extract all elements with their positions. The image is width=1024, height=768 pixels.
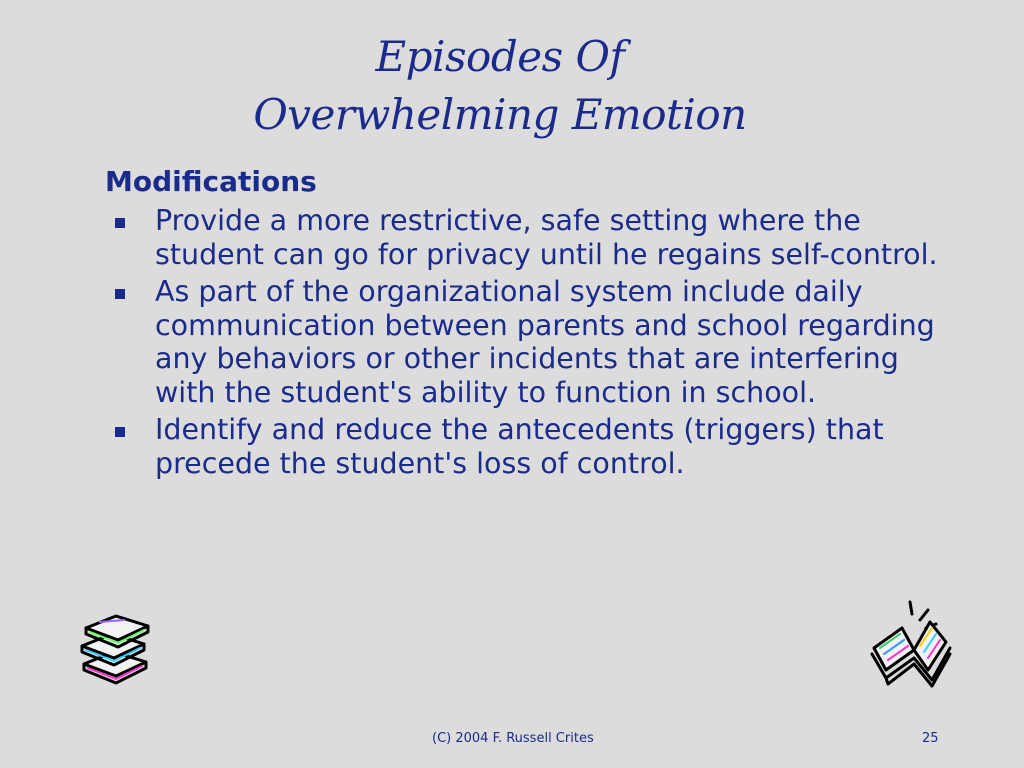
square-bullet-icon bbox=[115, 289, 125, 299]
title-line-2: Overwhelming Emotion bbox=[253, 90, 747, 139]
square-bullet-icon bbox=[115, 427, 125, 437]
bullet-item bbox=[113, 204, 943, 271]
footer-copyright: (C) 2004 F. Russell Crites bbox=[432, 731, 594, 746]
bullet-text: Identify and reduce the antecedents (triggers) that precede the student's loss of control. bbox=[155, 413, 884, 480]
square-bullet-icon bbox=[115, 218, 125, 228]
page-number: 25 bbox=[922, 731, 939, 746]
bullet-item bbox=[113, 413, 943, 480]
section-heading: Modifications bbox=[105, 165, 317, 198]
title-line-1: Episodes Of bbox=[375, 32, 625, 81]
book-stack-icon bbox=[76, 612, 154, 686]
bullet-list bbox=[113, 204, 943, 484]
bullet-item bbox=[113, 275, 943, 409]
open-book-icon bbox=[866, 598, 952, 688]
slide-title bbox=[0, 28, 1000, 144]
bullet-text: As part of the organizational system include daily communication between parents and school regarding any behaviors or other incidents that are interfering with the student's ability to function in school. bbox=[155, 275, 935, 409]
bullet-text: Provide a more restrictive, safe setting where the student can go for privacy until he regains self-control. bbox=[155, 204, 938, 271]
